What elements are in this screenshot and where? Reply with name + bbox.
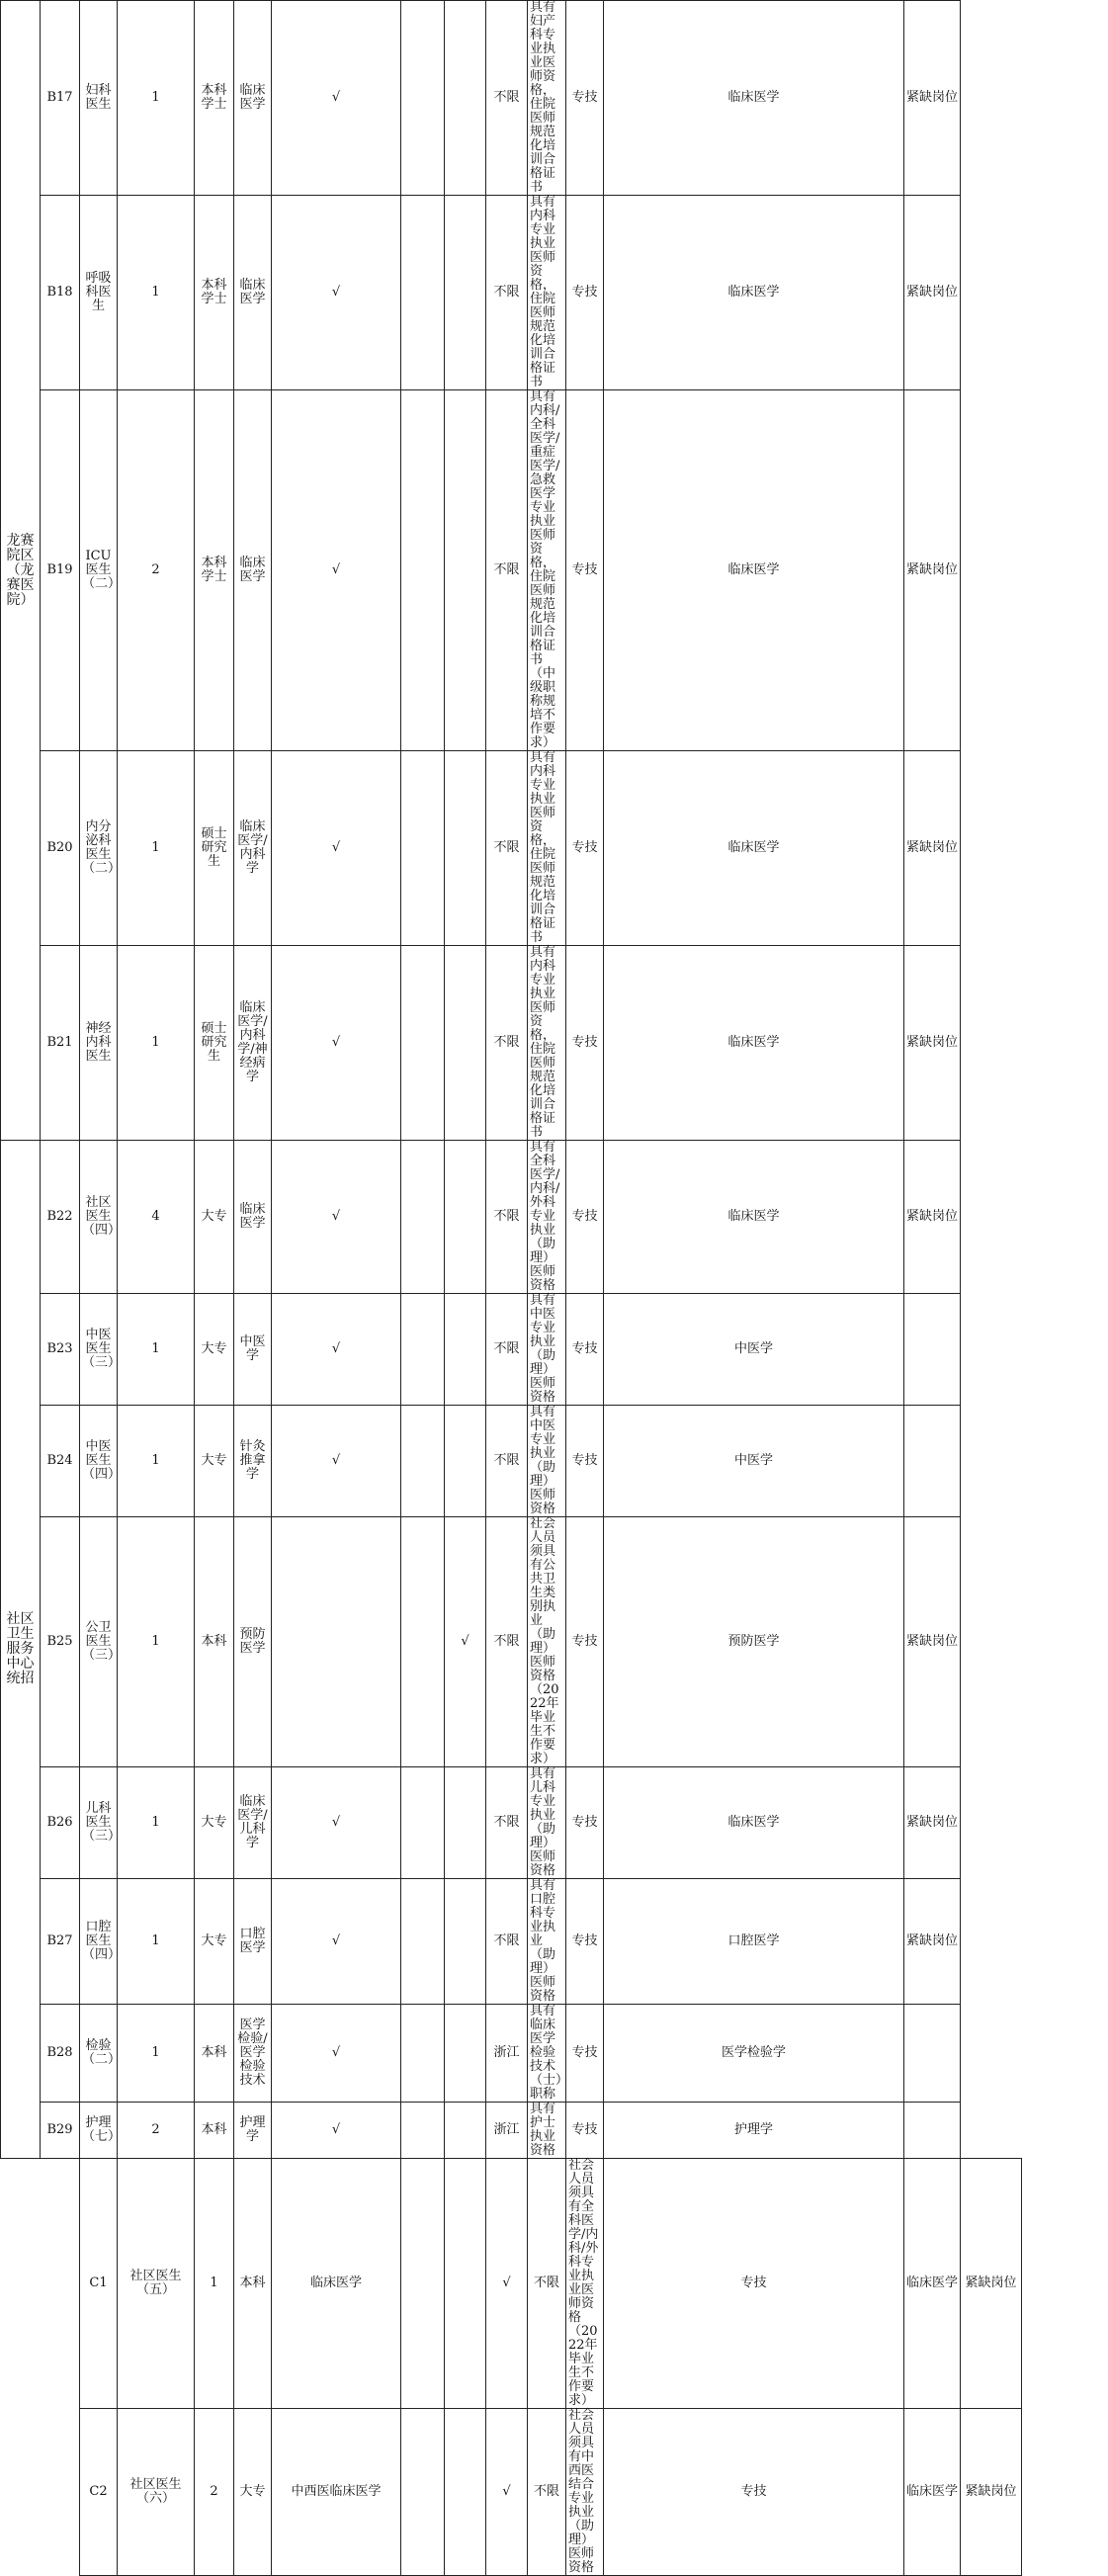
region: 不限 <box>486 1879 528 2005</box>
table-row <box>1 1406 1108 1517</box>
requirements: 社会人员须具有全科医学/内科/外科专业执业医师资格（2022年毕业生不作要求） <box>566 2159 604 2409</box>
note <box>904 1406 961 1517</box>
note: 紧缺岗位 <box>904 196 961 390</box>
post-type: 专技 <box>604 2409 904 2576</box>
check-social <box>445 2005 486 2103</box>
table-row <box>1 1294 1108 1406</box>
education: 大专 <box>195 1294 234 1406</box>
post-code: B26 <box>41 1767 80 1879</box>
headcount: 1 <box>118 196 195 390</box>
note: 紧缺岗位 <box>904 390 961 751</box>
headcount: 1 <box>118 751 195 946</box>
education: 大专 <box>195 1141 234 1294</box>
check-other <box>401 2103 445 2159</box>
group-label <box>1 2159 80 2576</box>
category: 护理学 <box>604 2103 904 2159</box>
post-type: 专技 <box>566 1294 604 1406</box>
check-graduate: √ <box>272 1879 401 2005</box>
category: 口腔医学 <box>604 1879 904 2005</box>
check-social <box>445 1294 486 1406</box>
post-name: ICU医生（二） <box>80 390 118 751</box>
post-name: 口腔医生（四） <box>80 1879 118 2005</box>
note: 紧缺岗位 <box>904 751 961 946</box>
major: 临床医学 <box>234 1141 272 1294</box>
post-code: C2 <box>80 2409 118 2576</box>
headcount: 1 <box>118 2005 195 2103</box>
region: 不限 <box>528 2159 566 2409</box>
check-graduate <box>272 1517 401 1767</box>
post-code: B17 <box>41 1 80 196</box>
check-other <box>401 1141 445 1294</box>
major: 针灸推拿学 <box>234 1406 272 1517</box>
check-other <box>401 390 445 751</box>
post-code: B27 <box>41 1879 80 2005</box>
post-name: 社区医生（六） <box>118 2409 195 2576</box>
check-other <box>401 1879 445 2005</box>
headcount: 2 <box>118 2103 195 2159</box>
post-type: 专技 <box>566 1141 604 1294</box>
category: 临床医学 <box>604 390 904 751</box>
check-graduate: √ <box>272 946 401 1141</box>
post-type: 专技 <box>604 2159 904 2409</box>
check-graduate <box>401 2409 445 2576</box>
major: 临床医学/内科学/神经病学 <box>234 946 272 1141</box>
category: 临床医学 <box>604 1141 904 1294</box>
post-type: 专技 <box>566 1 604 196</box>
table-row <box>1 2409 1108 2576</box>
check-social <box>445 1767 486 1879</box>
headcount: 1 <box>118 1406 195 1517</box>
check-social: √ <box>445 1517 486 1767</box>
check-graduate: √ <box>272 1 401 196</box>
check-other <box>401 946 445 1141</box>
education: 大专 <box>195 1879 234 2005</box>
table-row <box>1 1879 1108 2005</box>
post-code: B28 <box>41 2005 80 2103</box>
check-social <box>445 1406 486 1517</box>
major: 临床医学 <box>234 196 272 390</box>
requirements: 社会人员须具有公共卫生类别执业（助理）医师资格（2022年毕业生不作要求） <box>528 1517 566 1767</box>
check-other <box>401 1517 445 1767</box>
region: 不限 <box>486 390 528 751</box>
education: 本科学士 <box>195 196 234 390</box>
check-other <box>401 2005 445 2103</box>
check-other <box>445 2159 486 2409</box>
check-graduate: √ <box>272 390 401 751</box>
region: 不限 <box>486 1406 528 1517</box>
group-label: 社区卫生服务中心统招 <box>1 1141 41 2159</box>
education: 硕士研究生 <box>195 946 234 1141</box>
post-type: 专技 <box>566 1879 604 2005</box>
category: 中医学 <box>604 1406 904 1517</box>
region: 不限 <box>486 1517 528 1767</box>
note: 紧缺岗位 <box>904 1 961 196</box>
post-code: B18 <box>41 196 80 390</box>
requirements: 具有儿科专业执业（助理）医师资格 <box>528 1767 566 1879</box>
major: 医学检验/医学检验技术 <box>234 2005 272 2103</box>
category: 临床医学 <box>604 1 904 196</box>
category: 临床医学 <box>904 2159 961 2409</box>
check-other <box>401 1294 445 1406</box>
major: 护理学 <box>234 2103 272 2159</box>
requirements: 具有护士执业资格 <box>528 2103 566 2159</box>
headcount: 1 <box>118 1294 195 1406</box>
requirements: 具有妇产科专业执业医师资格，住院医师规范化培训合格证书 <box>528 1 566 196</box>
note: 紧缺岗位 <box>961 2159 1022 2409</box>
post-type: 专技 <box>566 390 604 751</box>
check-social <box>445 1141 486 1294</box>
check-social: √ <box>486 2159 528 2409</box>
check-social <box>445 1879 486 2005</box>
major: 口腔医学 <box>234 1879 272 2005</box>
table-row <box>1 2159 1108 2409</box>
check-social: √ <box>486 2409 528 2576</box>
post-code: B20 <box>41 751 80 946</box>
post-name: 中医医生（三） <box>80 1294 118 1406</box>
major: 临床医学/内科学 <box>234 751 272 946</box>
check-other <box>401 1 445 196</box>
region: 浙江 <box>486 2103 528 2159</box>
post-type: 专技 <box>566 751 604 946</box>
post-type: 专技 <box>566 946 604 1141</box>
post-name: 社区医生（四） <box>80 1141 118 1294</box>
education: 硕士研究生 <box>195 751 234 946</box>
post-name: 妇科医生 <box>80 1 118 196</box>
post-name: 公卫医生（三） <box>80 1517 118 1767</box>
region: 不限 <box>486 1294 528 1406</box>
post-type: 专技 <box>566 1517 604 1767</box>
check-other <box>401 751 445 946</box>
category: 临床医学 <box>604 1767 904 1879</box>
education: 本科 <box>234 2159 272 2409</box>
requirements: 具有内科/全科医学/重症医学/急救医学专业执业医师资格，住院医师规范化培训合格证书（中级职称规培不作要求） <box>528 390 566 751</box>
check-social <box>445 1 486 196</box>
region: 不限 <box>486 1 528 196</box>
check-graduate: √ <box>272 2005 401 2103</box>
post-type: 专技 <box>566 2103 604 2159</box>
post-code: B29 <box>41 2103 80 2159</box>
region: 不限 <box>486 751 528 946</box>
category: 临床医学 <box>604 751 904 946</box>
table-row <box>1 196 1108 390</box>
check-other <box>401 1767 445 1879</box>
check-graduate: √ <box>272 751 401 946</box>
category: 临床医学 <box>604 946 904 1141</box>
region: 不限 <box>486 946 528 1141</box>
post-name: 神经内科医生 <box>80 946 118 1141</box>
table-row <box>1 1141 1108 1294</box>
check-other <box>401 1406 445 1517</box>
category: 临床医学 <box>604 196 904 390</box>
requirements: 具有口腔科专业执业（助理）医师资格 <box>528 1879 566 2005</box>
post-name: 中医医生（四） <box>80 1406 118 1517</box>
table-row <box>1 946 1108 1141</box>
post-code: B22 <box>41 1141 80 1294</box>
note <box>904 2005 961 2103</box>
education: 本科学士 <box>195 1 234 196</box>
note: 紧缺岗位 <box>961 2409 1022 2576</box>
check-graduate: √ <box>272 1141 401 1294</box>
education: 本科学士 <box>195 390 234 751</box>
post-name: 检验（二） <box>80 2005 118 2103</box>
check-social <box>445 390 486 751</box>
note: 紧缺岗位 <box>904 1879 961 2005</box>
major: 中医学 <box>234 1294 272 1406</box>
headcount: 1 <box>118 1767 195 1879</box>
check-graduate: √ <box>272 1767 401 1879</box>
headcount: 1 <box>118 946 195 1141</box>
post-type: 专技 <box>566 1406 604 1517</box>
post-name: 社区医生（五） <box>118 2159 195 2409</box>
requirements: 具有中医专业执业（助理）医师资格 <box>528 1406 566 1517</box>
requirements: 具有全科医学/内科/外科专业执业（助理）医师资格 <box>528 1141 566 1294</box>
education: 本科 <box>195 1517 234 1767</box>
post-name: 儿科医生（三） <box>80 1767 118 1879</box>
table-row <box>1 1517 1108 1767</box>
table-row <box>1 751 1108 946</box>
region: 不限 <box>528 2409 566 2576</box>
major: 临床医学/儿科学 <box>234 1767 272 1879</box>
note: 紧缺岗位 <box>904 1517 961 1767</box>
education: 大专 <box>234 2409 272 2576</box>
post-code: C1 <box>80 2159 118 2409</box>
requirements: 具有临床医学检验技术（士）职称 <box>528 2005 566 2103</box>
check-graduate: √ <box>272 2103 401 2159</box>
post-name: 内分泌科医生（二） <box>80 751 118 946</box>
check-social <box>445 946 486 1141</box>
check-graduate: √ <box>272 1294 401 1406</box>
requirements: 具有内科专业执业医师资格，住院医师规范化培训合格证书 <box>528 946 566 1141</box>
post-name: 呼吸科医生 <box>80 196 118 390</box>
table-row <box>1 2103 1108 2159</box>
check-social <box>445 751 486 946</box>
check-social <box>445 196 486 390</box>
region: 不限 <box>486 196 528 390</box>
headcount: 2 <box>195 2409 234 2576</box>
table-row <box>1 2005 1108 2103</box>
note: 紧缺岗位 <box>904 946 961 1141</box>
headcount: 4 <box>118 1141 195 1294</box>
table-row <box>1 390 1108 751</box>
check-graduate: √ <box>272 196 401 390</box>
headcount: 1 <box>118 1879 195 2005</box>
region: 浙江 <box>486 2005 528 2103</box>
major: 中西医临床医学 <box>272 2409 401 2576</box>
note <box>904 1294 961 1406</box>
post-type: 专技 <box>566 196 604 390</box>
education: 大专 <box>195 1406 234 1517</box>
check-graduate <box>401 2159 445 2409</box>
table-row <box>1 1767 1108 1879</box>
requirements: 具有内科专业执业医师资格，住院医师规范化培训合格证书 <box>528 196 566 390</box>
education: 本科 <box>195 2005 234 2103</box>
category: 中医学 <box>604 1294 904 1406</box>
major: 临床医学 <box>234 390 272 751</box>
post-name: 护理（七） <box>80 2103 118 2159</box>
post-code: B19 <box>41 390 80 751</box>
post-code: B24 <box>41 1406 80 1517</box>
requirements: 具有内科专业执业医师资格，住院医师规范化培训合格证书 <box>528 751 566 946</box>
headcount: 1 <box>118 1517 195 1767</box>
education: 大专 <box>195 1767 234 1879</box>
note: 紧缺岗位 <box>904 1767 961 1879</box>
major: 临床医学 <box>272 2159 401 2409</box>
check-other <box>445 2409 486 2576</box>
check-social <box>445 2103 486 2159</box>
table-row <box>1 1 1108 196</box>
post-code: B21 <box>41 946 80 1141</box>
headcount: 1 <box>195 2159 234 2409</box>
education: 本科 <box>195 2103 234 2159</box>
category: 医学检验学 <box>604 2005 904 2103</box>
post-code: B25 <box>41 1517 80 1767</box>
post-code: B23 <box>41 1294 80 1406</box>
major: 临床医学 <box>234 1 272 196</box>
major: 预防医学 <box>234 1517 272 1767</box>
region: 不限 <box>486 1767 528 1879</box>
post-type: 专技 <box>566 2005 604 2103</box>
group-label: 龙赛院区（龙赛医院） <box>1 1 41 1141</box>
check-graduate: √ <box>272 1406 401 1517</box>
requirements: 具有中医专业执业（助理）医师资格 <box>528 1294 566 1406</box>
headcount: 2 <box>118 390 195 751</box>
note <box>904 2103 961 2159</box>
category: 预防医学 <box>604 1517 904 1767</box>
post-type: 专技 <box>566 1767 604 1879</box>
region: 不限 <box>486 1141 528 1294</box>
check-other <box>401 196 445 390</box>
headcount: 1 <box>118 1 195 196</box>
note: 紧缺岗位 <box>904 1141 961 1294</box>
requirements: 社会人员须具有中西医结合专业执业（助理）医师资格 <box>566 2409 604 2576</box>
category: 临床医学 <box>904 2409 961 2576</box>
